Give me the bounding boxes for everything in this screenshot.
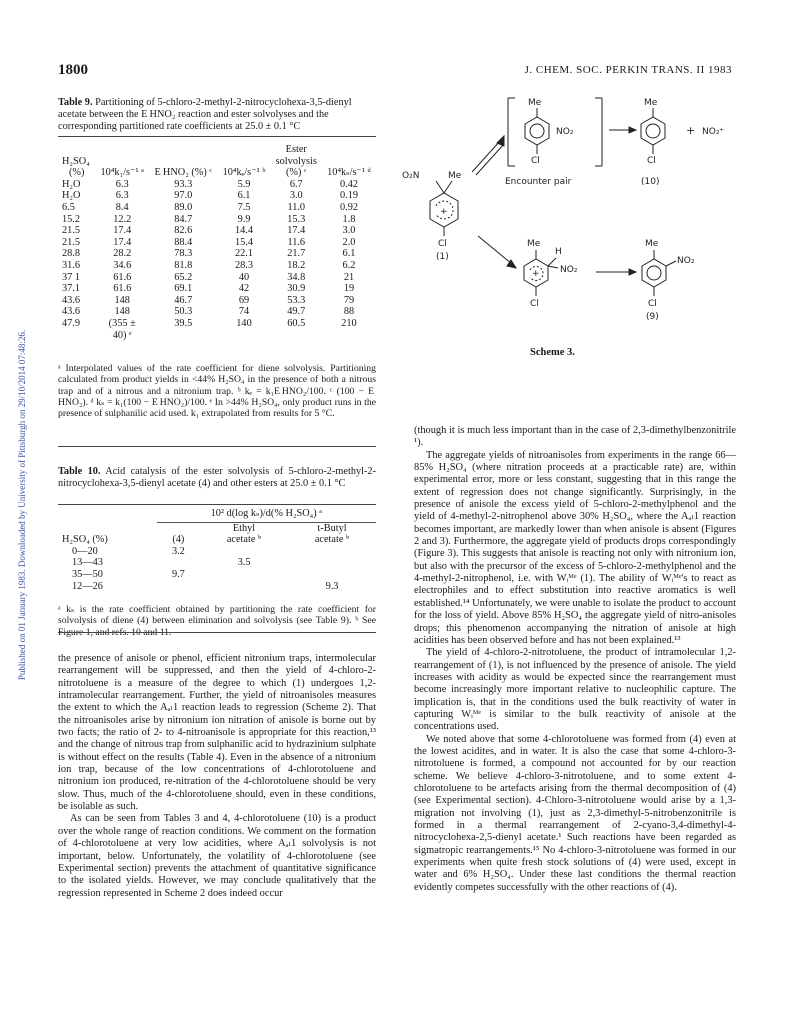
table9-footnote: ᵃ Interpolated values of the rate coefficient for diene solvolysis. Partitioning calculated from product yields in <44% H₂SO₄ in the presence of both a nitrous trap and of a nitrous and a nitronium trap. ᵇ kₑ = k₁E HNO₂/100. ᶜ (100 − E HNO₂). ᵈ kₛ = k₁(100 − E HNO₂)/100. ᵉ In >44% H₂SO₄, only product runs in the presence of sulphanilic acid used. k₁ extrapolated from results for 5 °C. bbox=[58, 363, 376, 420]
table10-bottom-rule bbox=[58, 632, 376, 633]
right-paragraph-3: The yield of 4-chloro-2-nitrotoluene, the product of intramolecular 1,2-rearrangement of (1), is not influenced by the presence of anisole. The yield increases with acidity as would be expected since the rearrangement must become increasingly more important relative to nucleophilic capture. The implication is, that in the conditions used the bulk reactivity of water in capturing Wᵢᴹᵉ is similar to the bulk reactivity of anisole at the concentrations used. bbox=[414, 647, 736, 733]
table10-footnote: ᵃ kₛ is the rate coefficient obtained by partitioning the rate coefficient for solvolysis of diene (4) between elimination and solvolysis (see Table 9). ᵇ See Figure 1, and refs. 10 and 11. bbox=[58, 604, 376, 638]
table9-cell: 47.9 bbox=[62, 317, 81, 329]
table9-cell: H₂O bbox=[62, 190, 81, 202]
compound-1-me: Me bbox=[448, 171, 462, 181]
table10-top-rule bbox=[58, 504, 376, 505]
table9-row bbox=[58, 283, 376, 295]
table9-cell: 74 bbox=[238, 306, 250, 318]
table9-cell: 15.4 bbox=[235, 236, 254, 248]
table10-header-ethyl-acetate: acetate ᵇ bbox=[226, 534, 262, 546]
table9-cell: 60.5 bbox=[287, 317, 306, 329]
table9-header-percent: (%) bbox=[68, 167, 85, 179]
compound-1-label: (1) bbox=[436, 252, 449, 262]
table9-caption bbox=[58, 97, 376, 133]
compound-10-me: Me bbox=[644, 98, 658, 108]
table9-row bbox=[58, 248, 376, 260]
table9-cell: 148 bbox=[114, 294, 130, 306]
table9-cell: 40) ᵉ bbox=[112, 329, 132, 341]
table9-cell: 6.1 bbox=[342, 248, 356, 260]
right-paragraph-4: We noted above that some 4-chlorotoluene was formed from (4) even at the lowest acidites, and in water. It is also the case that some 4-chloro-3-nitrotoluene is formed, a compound not accounted for by our reaction scheme. We believe 4-chloro-3-nitrotoluene, and to some extent 4-chlorotoluene to be artefacts arising from the thermal decomposition of (4) (see Experimental section). 4-Chloro-3-nitrotoluene would arise by a 1,3-migration not involving (1), just as 2,3-dimethyl-5-nitrobenzonitrile is formed in a thermal rearrangement of 2-cyano-3,4-dimethyl-4-nitrocyclohexa-2,5-dienyl acetate.¹ Such reactions have been regarded as sigmatropic rearrangements.¹⁵ No 4-chloro-3-nitrotoluene was formed in our experiments when quite fresh stock solutions of (4) were used, except in water and 6% H₂SO₄. Under these last conditions the thermal reaction evidently competes successfully with the other reactions of (4). bbox=[414, 733, 736, 893]
table9-cell: 50.3 bbox=[174, 306, 193, 318]
left-paragraph-1: the presence of anisole or phenol, efficient nitronium traps, intermolecular rearrangement will be suppressed, and then the yield of 4-chloro-2-nitrotoluene is a measure of the degree to which (1) undergoes 1,2-intramolecular rearrangement. Further, the yield of nitroanisoles measures the extent to which the Aₐₗ1 reaction leads to regression (Scheme 2). That the nitroanisoles arise by nitronium ion nitration of anisole is borne out by two facts; the ratio of 2- to 4-nitroanisole is appropriate for this reaction,¹³ and the change of nitrous trap from sulphanilic acid to hydrazinium sulphate is without effect on the results (Table 4). Even in the absence of a nitronium ion trap, because of the low concentrations of 4-chlorotoluene and nitronium ion produced, re-nitration of the 4-chlorotoluene should be very slow. Thus, much of the 4-chlorotoluene should, even in these conditions, be isolable as such. bbox=[58, 653, 376, 813]
table9-cell: 28.3 bbox=[235, 259, 254, 271]
table9-cell: 31.6 bbox=[62, 259, 81, 271]
table10-title: Acid catalysis of the ester solvolysis of 5-chloro-2-methyl-2-nitrocyclohexa-3,5-dienyl acetate (4) and other esters at 25.0 ± 0.1 °C bbox=[58, 466, 376, 489]
table10-cell: 9.3 bbox=[325, 580, 339, 592]
wheland-cl: Cl bbox=[530, 299, 539, 309]
compound-10-cl: Cl bbox=[647, 156, 656, 166]
table10-header-tbutyl-acetate: acetate ᵇ bbox=[314, 534, 350, 546]
table9-cell: 21 bbox=[343, 271, 355, 283]
encounter-pair bbox=[505, 98, 602, 187]
table9-cell: 28.2 bbox=[113, 248, 132, 260]
table9-cell: 6.5 bbox=[62, 201, 75, 213]
table10-cell: 0—20 bbox=[72, 545, 98, 557]
left-column-text bbox=[58, 653, 376, 900]
table10-label: Table 10. bbox=[58, 466, 101, 477]
table9-cell: 17.4 bbox=[113, 225, 132, 237]
table9-cell: 93.3 bbox=[174, 178, 193, 190]
table9-cell: 15.2 bbox=[62, 213, 81, 225]
compound-9 bbox=[642, 239, 695, 322]
nitronium-ion: NO₂⁺ bbox=[702, 127, 725, 137]
table9-header-ester-pct: (%) ᶜ bbox=[285, 167, 307, 179]
table9-cell: 61.6 bbox=[113, 271, 132, 283]
table10 bbox=[58, 508, 376, 592]
table9-cell: 61.6 bbox=[113, 283, 132, 295]
table10-header-ethyl: Ethyl bbox=[232, 522, 256, 534]
table9-row bbox=[58, 260, 376, 272]
table10-caption bbox=[58, 466, 376, 490]
table9-label: Table 9. bbox=[58, 97, 93, 108]
table9-cell bbox=[58, 330, 95, 342]
table9-cell: 0.92 bbox=[339, 201, 358, 213]
table9-cell: 5.9 bbox=[237, 178, 251, 190]
compound-1-o2n: O₂N bbox=[402, 171, 420, 181]
table10-cell bbox=[157, 557, 200, 569]
table9-row bbox=[58, 306, 376, 318]
table9-row bbox=[58, 318, 376, 330]
table9-cell bbox=[271, 330, 322, 342]
table9-cell: 69 bbox=[238, 294, 250, 306]
journal-header: J. CHEM. SOC. PERKIN TRANS. II 1983 bbox=[524, 64, 732, 76]
compound-9-me: Me bbox=[645, 239, 659, 249]
page-number: 1800 bbox=[58, 62, 88, 78]
compound-1-plus: + bbox=[440, 207, 448, 217]
table9-header-h2so4: H₂SO₄ bbox=[62, 155, 90, 167]
table9-cell: 34.6 bbox=[113, 259, 132, 271]
table10-row bbox=[58, 581, 376, 593]
encounter-label: Encounter pair bbox=[505, 177, 572, 187]
table9-cell: 78.3 bbox=[174, 248, 193, 260]
table9-cell: 11.0 bbox=[287, 201, 306, 213]
table10-cell bbox=[200, 581, 288, 593]
table10-cell bbox=[157, 581, 200, 593]
compound-10 bbox=[641, 98, 724, 187]
table9-cell: (355 ± bbox=[108, 317, 136, 329]
table9-cell: 88.4 bbox=[174, 236, 193, 248]
scheme-3-diagram bbox=[400, 86, 735, 341]
table9-cell: 12.2 bbox=[113, 213, 132, 225]
table10-header-tbutyl: t-Butyl bbox=[317, 522, 347, 534]
table9-cell: 148 bbox=[114, 306, 130, 318]
table9-cell: 43.6 bbox=[62, 294, 81, 306]
table9-cell: 42 bbox=[238, 283, 250, 295]
table9-cell: 37.1 bbox=[62, 283, 81, 295]
table9-cell: 84.7 bbox=[174, 213, 193, 225]
table9-cell: 15.3 bbox=[287, 213, 306, 225]
table9-cell: 34.8 bbox=[287, 271, 306, 283]
table9-cell: 21.7 bbox=[287, 248, 306, 260]
table10-cell bbox=[200, 546, 288, 558]
table9-cell: 9.9 bbox=[237, 213, 251, 225]
table10-cell: 13—43 bbox=[72, 557, 103, 569]
wheland-me: Me bbox=[527, 239, 541, 249]
table9-row bbox=[58, 214, 376, 226]
table9-cell: 3.0 bbox=[342, 225, 356, 237]
table9-cell bbox=[217, 330, 270, 342]
table9-cell: 89.0 bbox=[174, 201, 193, 213]
table9-cell: 6.3 bbox=[115, 178, 129, 190]
table9-cell: 28.8 bbox=[62, 248, 81, 260]
table9-cell: H₂O bbox=[62, 178, 81, 190]
table9-row bbox=[58, 202, 376, 214]
table9-row bbox=[58, 225, 376, 237]
table9-cell: 8.4 bbox=[115, 201, 129, 213]
table9-header-ke: 10⁴kₑ/s⁻¹ ᵇ bbox=[222, 167, 266, 179]
compound-9-label: (9) bbox=[646, 312, 659, 322]
table9-cell: 6.7 bbox=[289, 178, 303, 190]
table9 bbox=[58, 144, 376, 341]
encounter-no2: NO₂ bbox=[556, 127, 574, 137]
wheland-plus: + bbox=[532, 269, 540, 279]
arrow-to-9 bbox=[478, 236, 512, 264]
table9-top-rule bbox=[58, 136, 376, 137]
table10-header-h2so4: H₂SO₄ (%) bbox=[62, 534, 108, 546]
wheland-intermediate bbox=[524, 239, 578, 309]
table9-cell: 210 bbox=[341, 317, 357, 329]
table9-cell: 19 bbox=[343, 283, 355, 295]
table10-cell bbox=[200, 569, 288, 581]
compound-1-cl: Cl bbox=[438, 239, 447, 249]
plus-sign: + bbox=[686, 124, 696, 137]
table9-cell bbox=[322, 330, 376, 342]
table10-row bbox=[58, 569, 376, 581]
table9-header-k1: 10⁴k₁/s⁻¹ ᵃ bbox=[100, 167, 144, 179]
table9-cell bbox=[149, 330, 217, 342]
table9-cell: 11.6 bbox=[287, 236, 306, 248]
table9-cell: 0.42 bbox=[339, 178, 358, 190]
table9-row bbox=[58, 237, 376, 249]
encounter-me: Me bbox=[528, 98, 542, 108]
table9-header-solvolysis: solvolysis bbox=[275, 155, 317, 167]
right-paragraph-1: (though it is much less important than in the case of 2,3-dimethylbenzonitrile ¹). bbox=[414, 425, 736, 449]
table9-cell: 69.1 bbox=[174, 283, 193, 295]
left-paragraph-2: As can be seen from Tables 3 and 4, 4-chlorotoluene (10) is a product over the whole range of reaction conditions. We comment on the formation of 4-chlorotoluene at very low acidities, where Aₐₗ1 solvolysis is not important, below. Unfortunately, the volatility of 4-chlorotoluene (see Experimental section) prevents the attachment of quantitative significance to the isolated yields. However, we may conclude qualitatively that the regression represented in Scheme 2 does indeed occur bbox=[58, 813, 376, 899]
table10-cell bbox=[288, 557, 376, 569]
compound-10-label: (10) bbox=[641, 177, 660, 187]
table9-cell: 14.4 bbox=[235, 225, 254, 237]
table10-cell: 12—26 bbox=[72, 580, 103, 592]
table10-cell: 9.7 bbox=[171, 568, 185, 580]
table9-cell: 22.1 bbox=[235, 248, 254, 260]
table9-cell: 17.4 bbox=[113, 236, 132, 248]
table9-title: Partitioning of 5-chloro-2-methyl-2-nitrocyclohexa-3,5-dienyl acetate between the E HNO₂ reaction and ester solvolyses and the corresponding partitioned rate coefficients at 25.0 ± 0.1 °C bbox=[58, 97, 352, 132]
table9-cell: 97.0 bbox=[174, 190, 193, 202]
table9-cell: 65.2 bbox=[174, 271, 193, 283]
table9-cell: 6.2 bbox=[342, 259, 356, 271]
right-column-text bbox=[414, 425, 736, 894]
table9-cell: 81.8 bbox=[174, 259, 193, 271]
table9-cell: 0.19 bbox=[339, 190, 358, 202]
table10-span-header: 10² d(log kₛ)/d(% H₂SO₄) ᵃ bbox=[157, 508, 376, 522]
table9-cell: 21.5 bbox=[62, 225, 81, 237]
compound-9-no2: NO₂ bbox=[677, 256, 695, 266]
table9-cell: 140 bbox=[236, 317, 252, 329]
table10-row bbox=[58, 557, 376, 569]
compound-9-cl: Cl bbox=[648, 299, 657, 309]
table9-row bbox=[58, 295, 376, 307]
wheland-h: H bbox=[555, 247, 562, 257]
table9-cell: 49.7 bbox=[287, 306, 306, 318]
table9-row bbox=[58, 190, 376, 202]
table9-cell: 17.4 bbox=[287, 225, 306, 237]
table9-cell: 7.5 bbox=[237, 201, 251, 213]
table9-cell: 1.8 bbox=[342, 213, 356, 225]
table9-cell: 39.5 bbox=[174, 317, 193, 329]
table9-cell: 3.0 bbox=[289, 190, 303, 202]
table9-row bbox=[58, 330, 376, 342]
table10-header-4: (4) bbox=[172, 534, 185, 546]
table9-cell: 2.0 bbox=[342, 236, 356, 248]
table10-row bbox=[58, 546, 376, 558]
table9-cell: 21.5 bbox=[62, 236, 81, 248]
table9-cell: 6.3 bbox=[115, 190, 129, 202]
table9-row bbox=[58, 272, 376, 284]
table9-header-ks: 10⁴kₛ/s⁻¹ ᵈ bbox=[327, 167, 371, 179]
table9-cell: 79 bbox=[343, 294, 355, 306]
table9-bottom-rule bbox=[58, 446, 376, 447]
table9-cell: 18.2 bbox=[287, 259, 306, 271]
table9-cell: 37 1 bbox=[62, 271, 81, 283]
table9-cell: 6.1 bbox=[237, 190, 251, 202]
compound-1 bbox=[402, 171, 462, 262]
table10-cell: 3.2 bbox=[171, 545, 185, 557]
table9-cell: 43.6 bbox=[62, 306, 81, 318]
table9-cell: 82.6 bbox=[174, 225, 193, 237]
wheland-no2: NO₂ bbox=[560, 265, 578, 275]
encounter-cl: Cl bbox=[531, 156, 540, 166]
table9-cell: 46.7 bbox=[174, 294, 193, 306]
table9-cell: 53.3 bbox=[287, 294, 306, 306]
table9-cell: 40 bbox=[238, 271, 250, 283]
right-paragraph-2: The aggregate yields of nitroanisoles from experiments in the range 66—85% H₂SO₄ (where nitration proceeds at a practicable rate) are, within experimental error, more or less constant, suggesting that in this range the extent of regression does not change significantly. Surprisingly, in the presence of anisole the excess yield of 5-chloro-2-methylphenol and the yield of 4-methyl-2-nitrophenol above 30% H₂SO₄, where the Aₐₗ1 reaction becomes important, are markedly lower than when anisole is absent (Figures 2 and 3). Furthermore, the aggregate yield of products drops correspondingly (Figure 3). This suggests that anisole is reacting not only with nitronium ion, but also with the precursor of the excess of 5-chloro-2-methylphenol and the 4-methyl-2-nitrophenol, i.e. with Wᵢᴹᵉ (1). The ability of Wᵢᴹᵉ's to react as electrophiles and to effect substitution into reactive aromatics is well established.¹⁴ Unfortunately, we were unable to isolate the product to account for the loss of yield. Above 85% H₂SO₄ the aggregate yield of nitro-anisoles drops; this phenomenon accompanying the nitration of anisole at high acidities has been observed before and has not been explained.¹³ bbox=[414, 449, 736, 646]
download-notice[interactable]: Published on 01 January 1983. Downloaded by University of Pittsburgh on 29/10/2014 07:48:26. bbox=[17, 329, 27, 681]
arrow-to-encounter bbox=[472, 141, 500, 172]
table10-cell bbox=[288, 546, 376, 558]
table10-cell bbox=[288, 569, 376, 581]
table10-cell: 3.5 bbox=[237, 557, 251, 569]
table9-row bbox=[58, 179, 376, 191]
table9-cell: 88 bbox=[343, 306, 355, 318]
table9-header-ehno2: E HNO₂ (%) ᶜ bbox=[154, 167, 212, 179]
table10-cell: 35—50 bbox=[72, 568, 103, 580]
scheme-3-label: Scheme 3. bbox=[530, 347, 575, 358]
table9-header-ester: Ester bbox=[285, 144, 307, 155]
table9-cell: 30.9 bbox=[287, 283, 306, 295]
